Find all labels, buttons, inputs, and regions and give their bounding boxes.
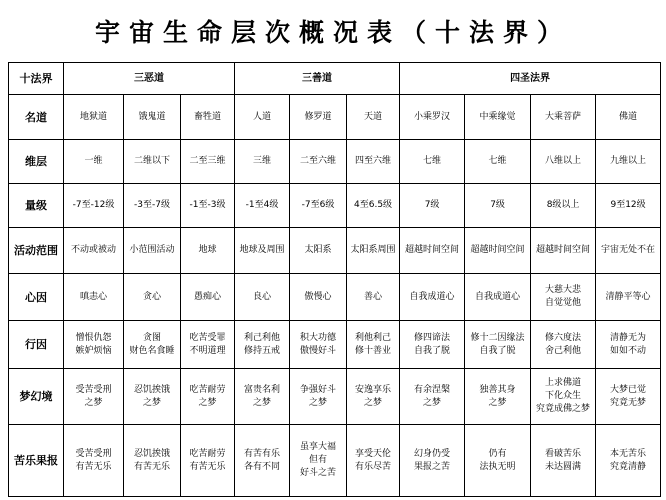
cell-text-line: 富贵名利 [244, 384, 281, 395]
cell-text-line: 中乘缘觉 [479, 111, 516, 122]
cell-text-line: 之梦 [488, 397, 507, 408]
cell-text-line: 傲慢好斗 [300, 345, 337, 356]
table-cell [64, 184, 124, 228]
table-cell [290, 228, 347, 274]
cell-text-line: 自我了脱 [479, 345, 516, 356]
cell-text-line: 未达圆满 [545, 461, 582, 472]
cell-text-line: 本无苦乐 [610, 448, 647, 459]
cell-text-line: 天道 [364, 111, 383, 122]
cell-text-line: 九维以上 [610, 156, 647, 166]
cell-text-line: 7级 [490, 200, 505, 210]
table-cell [124, 95, 181, 140]
table-cell [465, 184, 531, 228]
table-cell [124, 321, 181, 369]
cell-text-line: 良心 [253, 291, 272, 302]
cell-text-line: 忍饥挨饿 [133, 384, 170, 395]
cell-text-line: 7级 [424, 200, 440, 210]
cell-text-line: 自我成道心 [475, 291, 521, 302]
table-cell [531, 321, 596, 369]
cell-text-line: 贪心 [142, 291, 161, 302]
cell-text-line: 大慈大悲 [545, 285, 582, 295]
cell-text-line: 不动或被动 [70, 245, 116, 255]
cell-text-line: 利他利己 [355, 332, 392, 343]
table-cell [181, 425, 235, 497]
table-cell [347, 425, 400, 497]
cell-text-line: -7至6级 [301, 200, 335, 210]
cell-text-line: 之梦 [84, 397, 103, 408]
cell-text-line: 幻身仍受 [414, 448, 451, 459]
cell-text-line: 大乘菩萨 [545, 111, 582, 122]
table-cell [235, 140, 290, 184]
cell-text-line: 下化众生 [545, 391, 582, 401]
table-cell [124, 228, 181, 274]
table-cell [235, 425, 290, 497]
table-cell [64, 228, 124, 274]
cell-text-line: 仍有 [488, 448, 507, 459]
table-cell [290, 321, 347, 369]
cell-text-line: 嫉妒烦恼 [75, 345, 112, 356]
table-cell [124, 140, 181, 184]
cell-text-line: 有苦无乐 [75, 461, 112, 472]
cell-text-line: 二至六维 [300, 156, 337, 166]
cell-text-line: 超越时间空间 [470, 245, 525, 255]
table-cell [465, 228, 531, 274]
table-cell [290, 369, 347, 425]
table-row [9, 369, 661, 425]
cell-text-line: 七维 [488, 156, 507, 166]
table-cell [347, 274, 400, 321]
table-cell [64, 425, 124, 497]
cell-text-line: 9至12级 [610, 200, 646, 210]
cell-text-line: 之梦 [423, 397, 442, 408]
cell-text-line: 有苦有乐 [244, 448, 281, 459]
table-cell [64, 95, 124, 140]
table-cell [290, 95, 347, 140]
table-cell [181, 228, 235, 274]
table-cell [596, 184, 661, 228]
cell-text-line: 8级以上 [546, 200, 580, 210]
table-cell [596, 274, 661, 321]
cell-text-line: 上求佛道 [545, 378, 582, 388]
cell-text-line: 善心 [364, 291, 383, 302]
table-cell [124, 274, 181, 321]
table-cell [124, 184, 181, 228]
group-three-evil-paths: 三恶道 [64, 63, 235, 95]
table-cell [235, 95, 290, 140]
cell-text-line: 独善其身 [479, 384, 516, 395]
cell-text-line: -1至-3级 [189, 200, 226, 210]
overview-table [8, 62, 661, 497]
table-cell [596, 425, 661, 497]
table-cell [347, 228, 400, 274]
cell-text-line: 傲慢心 [304, 291, 332, 302]
table-row [9, 95, 661, 140]
cell-text-line: 究竟清静 [610, 461, 647, 472]
cell-text-line: 但有 [309, 455, 328, 465]
table-cell [596, 140, 661, 184]
table-cell [531, 140, 596, 184]
table-cell [290, 184, 347, 228]
group-three-good-paths: 三善道 [235, 63, 400, 95]
table-cell [124, 425, 181, 497]
cell-text-line: 安逸享乐 [355, 384, 392, 395]
table-row [9, 140, 661, 184]
cell-text-line: 享受天伦 [355, 448, 392, 459]
cell-text-line: 三维 [253, 156, 272, 166]
cell-text-line: 虽享大福 [300, 442, 337, 452]
table-cell [531, 184, 596, 228]
cell-text-line: 吃苦耐劳 [189, 384, 226, 395]
table-cell [181, 140, 235, 184]
cell-text-line: 清静平等心 [605, 291, 651, 302]
table-cell [347, 369, 400, 425]
table-cell [400, 425, 465, 497]
page-title: 宇宙生命层次概况表（十法界） [94, 18, 571, 47]
cell-text-line: 好斗之苦 [300, 468, 337, 478]
table-cell [400, 274, 465, 321]
cell-text-line: 究竟无梦 [610, 397, 647, 408]
table-cell [400, 369, 465, 425]
table-cell [181, 321, 235, 369]
cell-text-line: 小乘罗汉 [414, 111, 451, 122]
row-label-cell: 名道 [9, 95, 64, 140]
row-label-cell: 维层 [9, 140, 64, 184]
cell-text-line: 修十二因缘法 [470, 332, 525, 343]
table-cell [124, 369, 181, 425]
cell-text-line: 二维以下 [133, 156, 170, 166]
table-cell [235, 321, 290, 369]
cell-text-line: 忍饥挨饿 [133, 448, 170, 459]
table-cell [235, 184, 290, 228]
table-cell [465, 95, 531, 140]
cell-text-line: 饿鬼道 [138, 111, 166, 122]
cell-text-line: 法执无明 [479, 461, 516, 472]
table-cell [235, 274, 290, 321]
cell-text-line: 自觉觉他 [545, 298, 582, 308]
cell-text-line: 之梦 [198, 397, 217, 408]
table-cell [290, 140, 347, 184]
table-cell [400, 184, 465, 228]
table-row [9, 425, 661, 497]
row-label-cell: 心因 [9, 274, 64, 321]
cell-text-line: 究竟成佛之梦 [536, 404, 591, 414]
table-cell [64, 140, 124, 184]
cell-text-line: 清静无为 [610, 332, 647, 343]
cell-text-line: 财色名食睡 [129, 345, 175, 356]
cell-text-line: 憎恨仇怨 [75, 332, 112, 343]
cell-text-line: 自我成道心 [409, 291, 455, 302]
cell-text-line: 超越时间空间 [536, 245, 591, 255]
cell-text-line: 有苦无乐 [133, 461, 170, 472]
table-cell [235, 369, 290, 425]
cell-text-line: 畜牲道 [194, 111, 222, 122]
cell-text-line: 有乐尽苦 [355, 461, 392, 472]
table-cell [181, 184, 235, 228]
cell-text-line: 积大功德 [300, 332, 337, 343]
cell-text-line: 各有不同 [244, 461, 281, 472]
cell-text-line: 4至6.5级 [354, 200, 393, 210]
cell-text-line: 八维以上 [545, 156, 582, 166]
table-cell [596, 228, 661, 274]
cell-text-line: 地球及周围 [239, 245, 285, 255]
table-cell [347, 321, 400, 369]
table-cell [531, 95, 596, 140]
cell-text-line: 地狱道 [79, 111, 107, 122]
cell-text-line: 修持五戒 [244, 345, 281, 356]
cell-text-line: 自我了脱 [414, 345, 451, 356]
row-label-cell: 苦乐果报 [9, 425, 64, 497]
cell-text-line: 贪图 [142, 332, 161, 343]
row-label-cell: 行因 [9, 321, 64, 369]
table-cell [400, 321, 465, 369]
cell-text-line: 四至六维 [355, 156, 392, 166]
table-cell [465, 369, 531, 425]
cell-text-line: 吃苦耐劳 [189, 448, 226, 459]
table-cell [531, 425, 596, 497]
cell-text-line: 看破苦乐 [545, 448, 582, 459]
table-cell [596, 369, 661, 425]
table-row [9, 274, 661, 321]
cell-text-line: 修十善业 [355, 345, 392, 356]
cell-text-line: 有余涅槃 [414, 384, 451, 395]
table-cell [181, 95, 235, 140]
table-cell [531, 228, 596, 274]
cell-text-line: 修四谛法 [414, 332, 451, 343]
cell-text-line: 受苦受刑 [75, 448, 112, 459]
table-cell [64, 321, 124, 369]
table-cell [181, 274, 235, 321]
cell-text-line: 有苦无乐 [189, 461, 226, 472]
table-row [9, 321, 661, 369]
cell-text-line: 争强好斗 [300, 384, 337, 395]
row-label-cell: 活动范围 [9, 228, 64, 274]
group-four-holy-realms: 四圣法界 [400, 63, 661, 95]
table-cell [400, 140, 465, 184]
cell-text-line: 二至三维 [189, 156, 226, 166]
table-row [9, 184, 661, 228]
cell-text-line: 吃苦受罪 [189, 332, 226, 343]
table-cell [596, 95, 661, 140]
cell-text-line: 嗔恚心 [79, 291, 107, 302]
table-cell [64, 274, 124, 321]
table-cell [465, 425, 531, 497]
cell-text-line: 小范围活动 [129, 245, 175, 255]
cell-text-line: 一维 [84, 156, 103, 166]
table-cell [465, 274, 531, 321]
cell-text-line: 之梦 [253, 397, 272, 408]
row-label-cell: 量级 [9, 184, 64, 228]
cell-text-line: 七维 [423, 156, 442, 166]
cell-text-line: 之梦 [364, 397, 383, 408]
cell-text-line: 修罗道 [304, 111, 332, 122]
cell-text-line: 果报之苦 [414, 461, 451, 472]
cell-text-line: 宇宙无处不在 [601, 245, 656, 255]
table-row [9, 228, 661, 274]
row-label-cell: 梦幻境 [9, 369, 64, 425]
cell-text-line: 之梦 [142, 397, 161, 408]
table-cell [400, 228, 465, 274]
table-cell [465, 140, 531, 184]
cell-text-line: 大梦已觉 [610, 384, 647, 395]
cell-text-line: 太阳系 [304, 245, 332, 255]
cell-text-line: 之梦 [309, 397, 328, 408]
cell-text-line: -7至-12级 [72, 200, 115, 210]
table-cell [235, 228, 290, 274]
table-cell [181, 369, 235, 425]
table-cell [290, 274, 347, 321]
cell-text-line: 利己利他 [244, 332, 281, 343]
cell-text-line: 超越时间空间 [405, 245, 460, 255]
cell-text-line: 地球 [198, 245, 217, 255]
table-cell [347, 184, 400, 228]
cell-text-line: 受苦受刑 [75, 384, 112, 395]
header-label-cell: 十法界 [9, 63, 64, 95]
table-cell [596, 321, 661, 369]
table-cell [347, 140, 400, 184]
table-cell [290, 425, 347, 497]
table-cell [531, 369, 596, 425]
cell-text-line: 佛道 [619, 111, 638, 122]
cell-text-line: 修六度法 [545, 332, 582, 343]
cell-text-line: 人道 [253, 111, 272, 122]
cell-text-line: 如如不动 [610, 345, 647, 356]
cell-text-line: 舍己利他 [545, 345, 582, 356]
cell-text-line: 太阳系周围 [350, 245, 396, 255]
table-header-row [9, 63, 661, 95]
cell-text-line: 愚痴心 [194, 291, 222, 302]
table-cell [465, 321, 531, 369]
cell-text-line: -3至-7级 [134, 200, 170, 210]
cell-text-line: 不明道理 [189, 345, 226, 356]
cell-text-line: -1至4级 [245, 200, 279, 210]
table-cell [347, 95, 400, 140]
table-cell [64, 369, 124, 425]
table-cell [400, 95, 465, 140]
table-cell [531, 274, 596, 321]
